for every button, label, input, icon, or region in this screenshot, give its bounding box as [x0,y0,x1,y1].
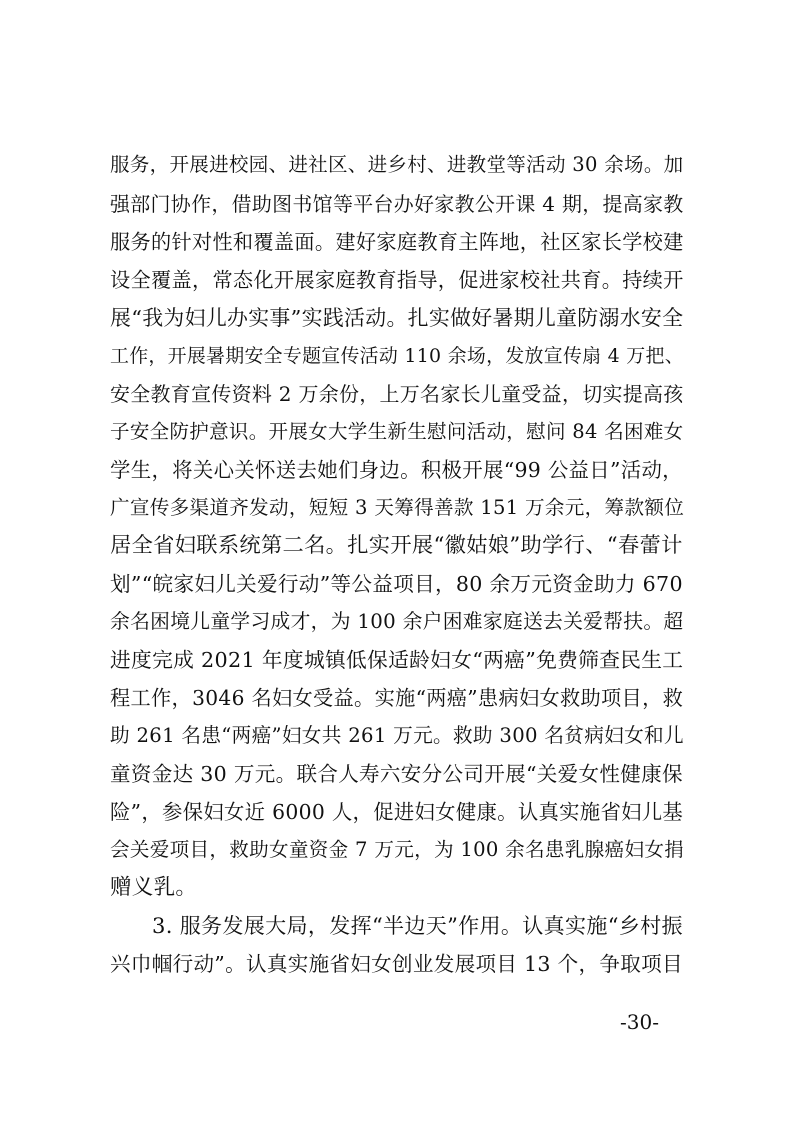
text-line: 展“我为妇儿办实事”实践活动。扎实做好暑期儿童防溺水安全 [110,306,684,330]
section-heading-line: 3. 服务发展大局，发挥“半边天”作用。认真实施“乡村振 [152,913,683,938]
text-line: 子安全防护意识。开展女大学生新生慰问活动，慰问 84 名困难女 [110,420,684,443]
text-line: 兴巾帼行动”。认真实施省妇女创业发展项目 13 个，争取项目 [110,952,683,976]
text-line: 程工作，3046 名妇女受益。实施“两癌”患病妇女救助项目，救 [110,686,684,710]
text-line: 会关爱项目，救助女童资金 7 万元，为 100 余名患乳腺癌妇女捐 [110,838,685,861]
text-line: 广宣传多渠道齐发动，短短 3 天筹得善款 151 万余元，筹款额位 [110,496,685,519]
text-line: 赠义乳。 [110,875,198,900]
text-line: 余名困境儿童学习成才，为 100 余户困难家庭送去关爱帮扶。超 [110,610,684,633]
text-line: 居全省妇联系统第二名。扎实开展“徽姑娘”助学行、“春蕾计 [110,533,683,558]
text-line: 服务，开展进校园、进社区、进乡村、进教堂等活动 30 余场。加 [110,153,684,176]
text-line: 安全教育宣传资料 2 万余份，上万名家长儿童受益，切实提高孩 [110,382,684,406]
text-line: 服务的针对性和覆盖面。建好家庭教育主阵地，社区家长学校建 [110,230,684,254]
text-line: 设全覆盖，常态化开展家庭教育指导，促进家校社共育。持续开 [110,268,684,292]
text-line: 助 261 名患“两癌”妇女共 261 万元。救助 300 名贫病妇女和儿 [110,724,684,747]
text-line: 学生，将关心关怀送去她们身边。积极开展“99 公益日”活动， [110,458,683,482]
text-line: 强部门协作，借助图书馆等平台办好家教公开课 4 期，提高家教 [110,192,684,216]
page-number: -30- [620,1010,659,1034]
text-line: 险”，参保妇女近 6000 人，促进妇女健康。认真实施省妇儿基 [110,800,684,824]
text-line: 童资金达 30 万元。联合人寿六安分公司开展“关爱女性健康保 [110,762,683,786]
text-line: 进度完成 2021 年度城镇低保适龄妇女“两癌”免费筛查民生工 [110,648,684,672]
text-line: 工作，开展暑期安全专题宣传活动 110 余场，发放宣传扇 4 万把、 [110,345,684,367]
text-line: 划”“皖家妇儿关爱行动”等公益项目，80 余万元资金助力 670 [110,572,683,596]
